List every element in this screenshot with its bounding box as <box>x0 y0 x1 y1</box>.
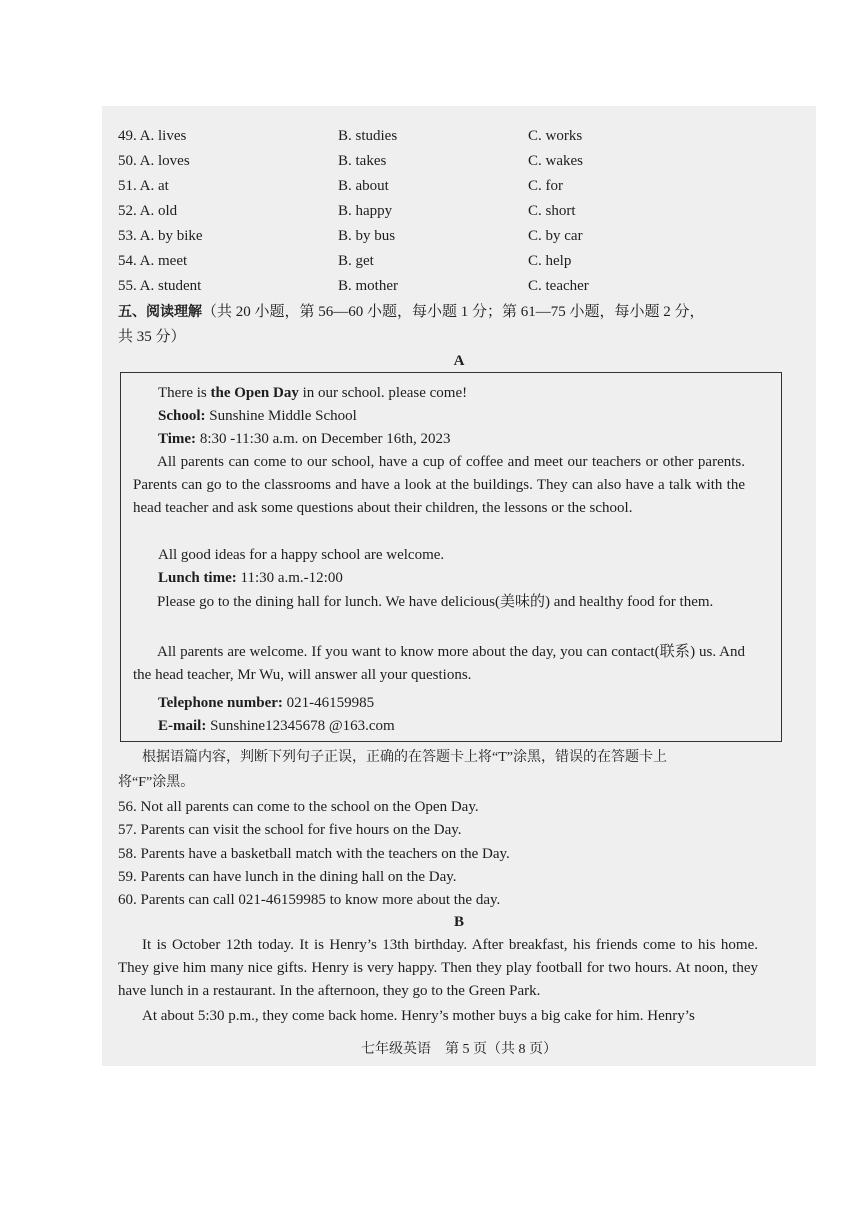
option-c: C. works <box>528 128 583 144</box>
option-b: B. studies <box>338 128 398 144</box>
open-day-notice <box>120 372 782 742</box>
option-c: C. teacher <box>528 278 589 294</box>
intro-text: There is <box>158 385 211 401</box>
question-item: 58. Parents have a basketball match with the teachers on the Day. <box>118 846 510 862</box>
instruction-cont: 将“F”涂黑。 <box>118 775 195 790</box>
notice-paragraph: All parents are welcome. If you want to know more about the day, you can contact(联系) us. And the head teacher, Mr Wu, will answer all your questions. <box>133 644 745 683</box>
option-a: 54. A. meet <box>118 253 188 269</box>
section-note: （共 20 小题，第 56—60 小题，每小题 1 分；第 61—75 小题，每小题 2 分， <box>202 304 705 320</box>
option-c: C. help <box>528 253 572 269</box>
option-a: 53. A. by bike <box>118 228 203 244</box>
option-b: B. mother <box>338 278 398 294</box>
school-value: Sunshine Middle School <box>205 408 357 424</box>
lunch-label: Lunch time: <box>158 570 237 586</box>
telephone-label: Telephone number: <box>158 695 283 711</box>
passage-b-paragraph: It is October 12th today. It is Henry’s 13th birthday. After breakfast, his friends come to his home. They give him many nice gifts. Henry is very happy. Then they play football for two hours. At noon, they have lunch in a restaurant. In the afternoon, they go to the Green Park. <box>118 937 758 999</box>
option-a: 52. A. old <box>118 203 178 219</box>
passage-b-label: B <box>453 914 464 930</box>
question-item: 60. Parents can call 021-46159985 to know more about the day. <box>118 892 501 908</box>
question-item: 56. Not all parents can come to the school on the Open Day. <box>118 799 479 815</box>
school-label: School: <box>158 408 206 424</box>
notice-paragraph: All good ideas for a happy school are welcome. <box>158 547 445 563</box>
notice-paragraph: All parents can come to our school, have a cup of coffee and meet our teachers or other parents. Parents can go to the classrooms and have a look at the buildings. They can also have a talk with the head teacher and ask some questions about their children, the lessons or the school. <box>133 454 745 516</box>
lunch-line <box>158 568 343 588</box>
notice-paragraph: Please go to the dining hall for lunch. We have delicious(美味的) and healthy food for them. <box>157 594 714 610</box>
email-label: E-mail: <box>158 718 207 734</box>
option-a: 49. A. lives <box>118 128 187 144</box>
question-item: 59. Parents can have lunch in the dining hall on the Day. <box>118 869 457 885</box>
option-a: 50. A. loves <box>118 153 190 169</box>
lunch-value: 11:30 a.m.-12:00 <box>236 570 343 586</box>
telephone-line <box>158 693 374 713</box>
telephone-value: 021-46159985 <box>282 695 375 711</box>
option-c: C. wakes <box>528 153 583 169</box>
option-b: B. get <box>338 253 374 269</box>
email-value: Sunshine12345678 @163.com <box>206 718 395 734</box>
exam-page <box>102 106 816 1066</box>
time-line <box>158 429 450 449</box>
section-note-cont: 共 35 分） <box>118 329 186 345</box>
option-c: C. short <box>528 203 576 219</box>
time-value: 8:30 -11:30 a.m. on December 16th, 2023 <box>196 431 451 447</box>
time-label: Time: <box>158 431 197 447</box>
instruction: 根据语篇内容，判断下列句子正误，正确的在答题卡上将“T”涂黑，错误的在答题卡上 <box>142 750 667 765</box>
intro-highlight: the Open Day <box>210 385 299 401</box>
option-b: B. happy <box>338 203 393 219</box>
page-footer: 七年级英语 第 5 页（共 8 页） <box>361 1042 557 1057</box>
option-b: B. takes <box>338 153 387 169</box>
option-b: B. by bus <box>338 228 396 244</box>
notice-intro <box>158 383 467 403</box>
question-item: 57. Parents can visit the school for five hours on the Day. <box>118 822 462 838</box>
option-b: B. about <box>338 178 389 194</box>
email-line <box>158 716 395 736</box>
option-c: C. for <box>528 178 563 194</box>
option-a: 55. A. student <box>118 278 202 294</box>
school-line <box>158 406 357 426</box>
intro-text-end: in our school. please come! <box>298 385 468 401</box>
section-heading <box>118 301 705 323</box>
section-title: 五、阅读理解 <box>118 304 202 320</box>
passage-a-label: A <box>453 353 465 369</box>
option-c: C. by car <box>528 228 583 244</box>
option-a: 51. A. at <box>118 178 169 194</box>
passage-b-paragraph: At about 5:30 p.m., they come back home. Henry’s mother buys a big cake for him. Henry’s <box>142 1008 695 1024</box>
